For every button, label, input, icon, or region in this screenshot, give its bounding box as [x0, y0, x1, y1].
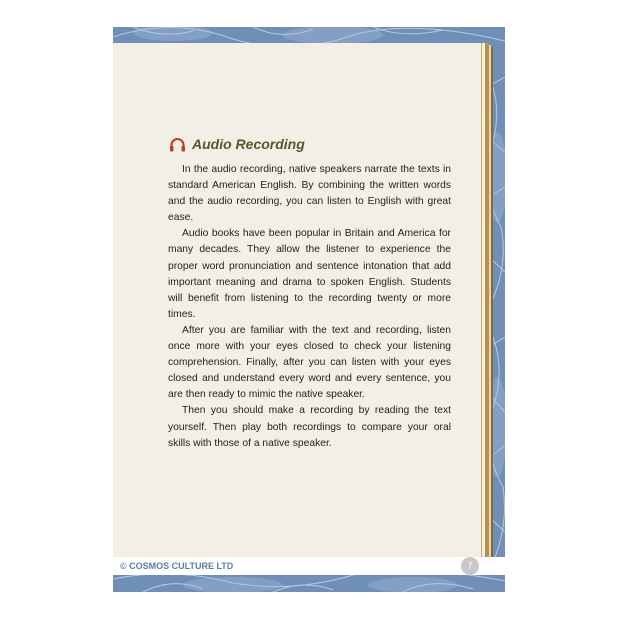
section-title: Audio Recording	[192, 136, 305, 152]
footer-band	[113, 557, 505, 575]
paragraph: Then you should make a recording by reading the text yourself. Then play both recordings to compare your oral skills with those of a native speaker.	[168, 405, 451, 449]
paragraph: Audio books have been popular in Britain and America for many decades. They allow the listener to experience the proper word pronunciation and sentence intonation that add important meaning and drama to spoken English. Students will benefit from listening to the recording twenty or more times.	[168, 228, 451, 320]
book-page	[113, 27, 505, 592]
paragraph: After you are familiar with the text and recording, listen once more with your eyes closed to check your listening comprehension. Finally, after you can listen with your eyes closed and understand every word and every sentence, you are then ready to mimic the native speaker.	[168, 324, 451, 401]
page-content	[168, 134, 451, 452]
headphones-icon	[169, 137, 186, 152]
page-number: 7	[461, 557, 479, 575]
section-heading	[169, 134, 451, 154]
paragraph: In the audio recording, native speakers narrate the texts in standard American English. By combining the written words and the audio recording, you can listen to English with great ease.	[168, 164, 451, 224]
copyright-notice: © COSMOS CULTURE LTD	[120, 561, 234, 571]
